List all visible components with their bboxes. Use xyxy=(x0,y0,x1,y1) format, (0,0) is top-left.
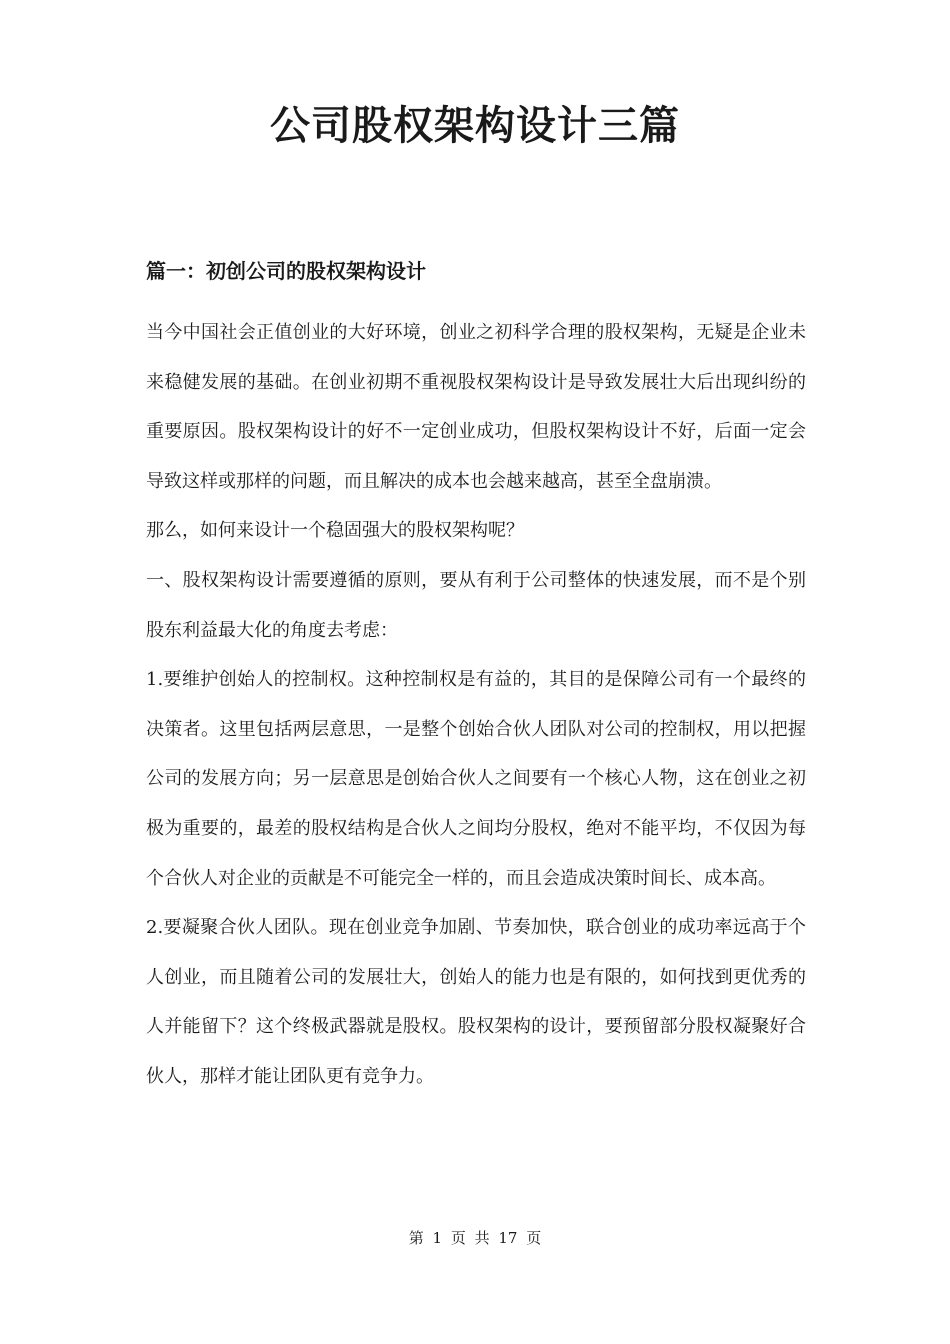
section-heading: 篇一：初创公司的股权架构设计 xyxy=(146,259,426,283)
paragraph: 当今中国社会正值创业的大好环境，创业之初科学合理的股权架构，无疑是企业未来稳健发展的基础。在创业初期不重视股权架构设计是导致发展壮大后出现纠纷的重要原因。股权架构设计的好不一定创业成功，但股权架构设计不好，后面一定会导致这样或那样的问题，而且解决的成本也会越来越高，甚至全盘崩溃。 xyxy=(146,322,806,492)
document-body xyxy=(146,308,806,1102)
page-number-footer: 第 1 页 共 17 页 xyxy=(408,1229,542,1247)
paragraph: 一、股权架构设计需要遵循的原则，要从有利于公司整体的快速发展，而不是个别股东利益最大化的角度去考虑： xyxy=(146,569,806,641)
paragraph: 1.要维护创始人的控制权。这种控制权是有益的，其目的是保障公司有一个最终的决策者。这里包括两层意思，一是整个创始合伙人团队对公司的控制权，用以把握公司的发展方向；另一层意思是创始合伙人之间要有一个核心人物，这在创业之初极为重要的，最差的股权结构是合伙人之间均分股权，绝对不能平均，不仅因为每个合伙人对企业的贡献是不可能完全一样的，而且会造成决策时间长、成本高。 xyxy=(146,669,806,889)
document-title: 公司股权架构设计三篇 xyxy=(270,103,680,149)
paragraph: 那么，如何来设计一个稳固强大的股权架构呢？ xyxy=(146,520,524,542)
paragraph: 2.要凝聚合伙人团队。现在创业竞争加剧、节奏加快，联合创业的成功率远高于个人创业，而且随着公司的发展壮大，创始人的能力也是有限的，如何找到更优秀的人并能留下？这个终极武器就是股权。股权架构的设计，要预留部分股权凝聚好合伙人，那样才能让团队更有竞争力。 xyxy=(146,917,806,1087)
